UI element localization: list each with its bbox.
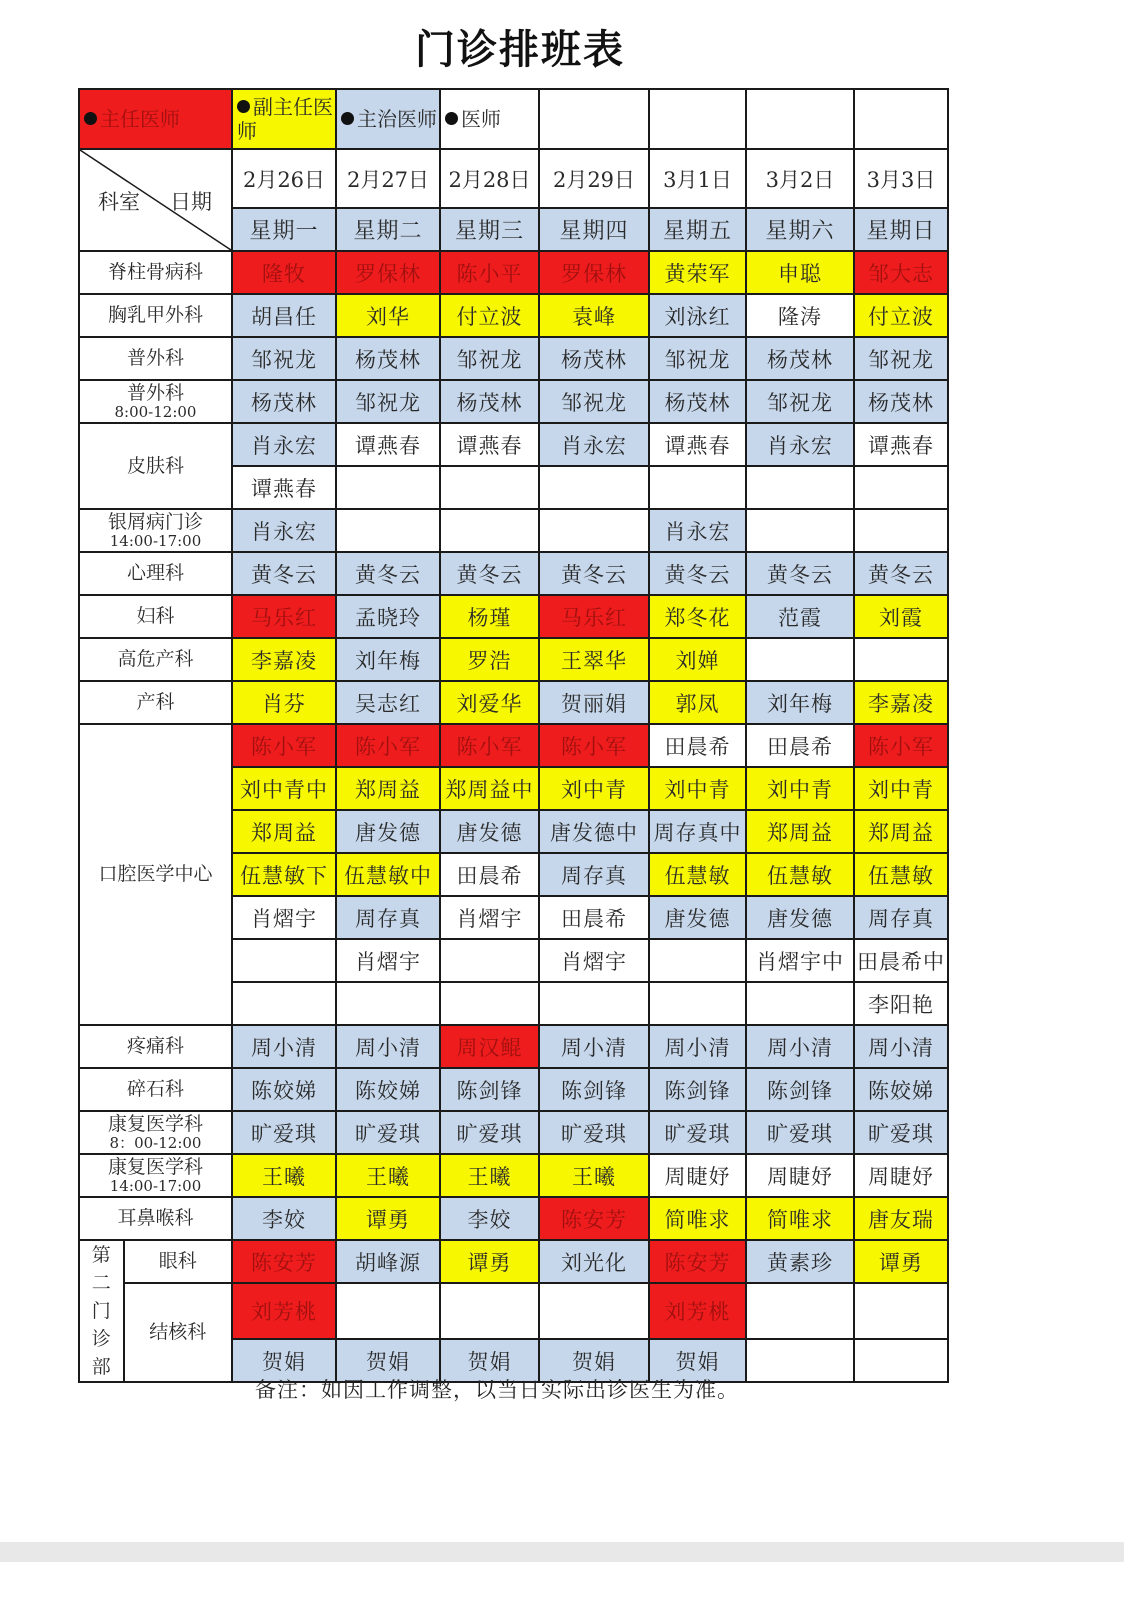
doctor-cell: 刘中青 <box>854 767 948 810</box>
doctor-cell: 刘爱华 <box>440 681 539 724</box>
doctor-cell: 唐发德 <box>440 810 539 853</box>
doctor-cell: 陈小军 <box>440 724 539 767</box>
schedule-row <box>79 337 948 380</box>
doctor-cell: 肖熠宇 <box>440 896 539 939</box>
date-cell: 3月2日 <box>746 149 854 208</box>
doctor-cell: 谭燕春 <box>854 423 948 466</box>
doctor-cell: 刘年梅 <box>336 638 440 681</box>
department-name: 产科 <box>136 691 175 713</box>
doctor-cell: 田晨希 <box>440 853 539 896</box>
department-cell <box>79 1068 232 1111</box>
unit-name: 第二门诊部 <box>91 1244 111 1378</box>
schedule-row <box>79 294 948 337</box>
doctor-cell: 谭勇 <box>854 1240 948 1283</box>
doctor-cell: 袁峰 <box>539 294 649 337</box>
doctor-cell: 胡昌任 <box>232 294 336 337</box>
doctor-cell: 陈安芳 <box>232 1240 336 1283</box>
doctor-cell <box>746 1283 854 1339</box>
date-cell: 3月1日 <box>649 149 746 208</box>
doctor-cell: 旷爱琪 <box>854 1111 948 1154</box>
doctor-cell: 唐发德中 <box>539 810 649 853</box>
doctor-cell: 隆涛 <box>746 294 854 337</box>
doctor-cell: 刘霞 <box>854 595 948 638</box>
doctor-cell: 杨茂林 <box>440 380 539 423</box>
doctor-cell: 郑周益 <box>854 810 948 853</box>
doctor-cell <box>539 466 649 509</box>
doctor-cell: 王曦 <box>232 1154 336 1197</box>
doctor-cell: 杨茂林 <box>854 380 948 423</box>
doctor-cell: 邹祝龙 <box>854 337 948 380</box>
doctor-cell: 罗保林 <box>539 251 649 294</box>
doctor-cell: 范霞 <box>746 595 854 638</box>
doctor-cell: 刘中青中 <box>232 767 336 810</box>
weekday-cell: 星期二 <box>336 208 440 251</box>
doctor-cell: 贺娟 <box>649 1339 746 1382</box>
schedule-row <box>79 380 948 423</box>
schedule-table <box>78 88 949 1383</box>
department-cell <box>124 1240 232 1283</box>
doctor-cell <box>336 466 440 509</box>
doctor-cell: 郑周益中 <box>440 767 539 810</box>
doctor-cell: 贺娟 <box>336 1339 440 1382</box>
schedule-row <box>79 1025 948 1068</box>
doctor-cell: 刘芳桃 <box>232 1283 336 1339</box>
doctor-cell: 谭燕春 <box>440 423 539 466</box>
doctor-cell: 李阳艳 <box>854 982 948 1025</box>
doctor-cell: 伍慧敏 <box>649 853 746 896</box>
doctor-cell: 肖熠宇中 <box>746 939 854 982</box>
doctor-cell: 杨茂林 <box>336 337 440 380</box>
doctor-cell: 简唯求 <box>649 1197 746 1240</box>
legend-label: 医师 <box>461 107 501 131</box>
doctor-cell <box>854 1339 948 1382</box>
date-row <box>79 149 948 208</box>
empty-cell <box>649 89 746 149</box>
doctor-cell <box>336 982 440 1025</box>
empty-cell <box>539 89 649 149</box>
legend-row <box>79 89 948 149</box>
bullet-icon <box>84 112 97 125</box>
department-cell <box>79 1111 232 1154</box>
doctor-cell <box>440 466 539 509</box>
doctor-cell: 刘中青 <box>539 767 649 810</box>
doctor-cell: 周小清 <box>854 1025 948 1068</box>
schedule-row <box>79 681 948 724</box>
weekday-cell: 星期三 <box>440 208 539 251</box>
doctor-cell: 王曦 <box>539 1154 649 1197</box>
doctor-cell: 陈姣娣 <box>232 1068 336 1111</box>
doctor-cell: 郑周益 <box>336 767 440 810</box>
empty-cell <box>854 89 948 149</box>
doctor-cell: 罗保林 <box>336 251 440 294</box>
doctor-cell: 旷爱琪 <box>336 1111 440 1154</box>
doctor-cell: 肖永宏 <box>539 423 649 466</box>
legend-label: 主任医师 <box>100 107 180 131</box>
doctor-cell <box>539 509 649 552</box>
doctor-cell: 田晨希 <box>746 724 854 767</box>
schedule-row <box>79 1068 948 1111</box>
doctor-cell: 杨茂林 <box>746 337 854 380</box>
department-name: 普外科 <box>126 347 184 369</box>
dept-header: 科室 <box>98 190 140 214</box>
department-cell <box>79 595 232 638</box>
doctor-cell: 郑周益 <box>746 810 854 853</box>
doctor-cell: 邹祝龙 <box>746 380 854 423</box>
doctor-cell <box>539 1283 649 1339</box>
schedule-row <box>79 552 948 595</box>
schedule-row <box>79 1111 948 1154</box>
doctor-cell: 付立波 <box>440 294 539 337</box>
legend-label: 主治医师 <box>357 107 437 131</box>
doctor-cell: 刘芳桃 <box>649 1283 746 1339</box>
department-name: 眼科 <box>158 1250 197 1272</box>
doctor-cell: 肖熠宇 <box>232 896 336 939</box>
department-name: 胸乳甲外科 <box>107 304 203 326</box>
department-cell <box>79 294 232 337</box>
schedule-row <box>79 724 948 767</box>
weekday-cell: 星期四 <box>539 208 649 251</box>
doctor-cell: 陈小军 <box>854 724 948 767</box>
doctor-cell: 王曦 <box>440 1154 539 1197</box>
date-cell: 2月29日 <box>539 149 649 208</box>
corner-header <box>79 149 232 251</box>
doctor-cell <box>440 509 539 552</box>
schedule-row <box>79 1154 948 1197</box>
bullet-icon <box>341 112 354 125</box>
doctor-cell: 刘泳红 <box>649 294 746 337</box>
schedule-row <box>79 251 948 294</box>
doctor-cell: 邹祝龙 <box>649 337 746 380</box>
doctor-cell <box>440 982 539 1025</box>
doctor-cell: 旷爱琪 <box>232 1111 336 1154</box>
doctor-cell: 邹祝龙 <box>440 337 539 380</box>
department-name: 康复医学科 <box>107 1155 203 1178</box>
department-name: 普外科 <box>126 381 184 404</box>
doctor-cell: 谭勇 <box>440 1240 539 1283</box>
doctor-cell: 周睫妤 <box>746 1154 854 1197</box>
doctor-cell <box>746 638 854 681</box>
doctor-cell: 马乐红 <box>232 595 336 638</box>
doctor-cell: 周存真 <box>539 853 649 896</box>
date-cell: 3月3日 <box>854 149 948 208</box>
doctor-cell: 王翠华 <box>539 638 649 681</box>
doctor-cell: 郑冬花 <box>649 595 746 638</box>
doctor-cell: 黄冬云 <box>649 552 746 595</box>
department-name: 耳鼻喉科 <box>117 1207 194 1229</box>
weekday-cell: 星期一 <box>232 208 336 251</box>
doctor-cell: 杨茂林 <box>232 380 336 423</box>
weekday-cell: 星期五 <box>649 208 746 251</box>
doctor-cell: 李嘉凌 <box>232 638 336 681</box>
doctor-cell: 黄冬云 <box>854 552 948 595</box>
department-cell <box>79 509 232 552</box>
doctor-cell: 肖永宏 <box>232 509 336 552</box>
doctor-cell: 马乐红 <box>539 595 649 638</box>
legend-red <box>79 89 232 149</box>
department-name: 银屑病门诊 <box>107 510 203 533</box>
doctor-cell: 邹祝龙 <box>539 380 649 423</box>
doctor-cell: 罗浩 <box>440 638 539 681</box>
legend-blue <box>336 89 440 149</box>
doctor-cell: 黄荣军 <box>649 251 746 294</box>
department-name: 妇科 <box>136 605 175 627</box>
doctor-cell: 陈剑锋 <box>649 1068 746 1111</box>
doctor-cell <box>440 1283 539 1339</box>
doctor-cell: 邹祝龙 <box>336 380 440 423</box>
doctor-cell: 陈姣娣 <box>854 1068 948 1111</box>
doctor-cell: 唐发德 <box>336 810 440 853</box>
doctor-cell: 孟晓玲 <box>336 595 440 638</box>
doctor-cell: 周存真中 <box>649 810 746 853</box>
bottom-bar <box>0 1542 1124 1562</box>
doctor-cell: 周小清 <box>336 1025 440 1068</box>
doctor-cell: 黄冬云 <box>232 552 336 595</box>
doctor-cell: 肖永宏 <box>649 509 746 552</box>
doctor-cell: 周汉鲲 <box>440 1025 539 1068</box>
doctor-cell: 唐友瑞 <box>854 1197 948 1240</box>
doctor-cell: 陈姣娣 <box>336 1068 440 1111</box>
doctor-cell: 邹祝龙 <box>232 337 336 380</box>
doctor-cell: 胡峰源 <box>336 1240 440 1283</box>
doctor-cell: 肖永宏 <box>746 423 854 466</box>
doctor-cell: 杨瑾 <box>440 595 539 638</box>
doctor-cell <box>854 1283 948 1339</box>
department-cell <box>79 552 232 595</box>
doctor-cell: 唐发德 <box>649 896 746 939</box>
doctor-cell: 陈剑锋 <box>440 1068 539 1111</box>
footnote: 备注：如因工作调整，以当日实际出诊医生为准。 <box>255 1378 739 1402</box>
doctor-cell <box>539 982 649 1025</box>
department-name: 碎石科 <box>126 1078 184 1100</box>
weekday-cell: 星期六 <box>746 208 854 251</box>
doctor-cell: 付立波 <box>854 294 948 337</box>
schedule-row <box>79 423 948 466</box>
doctor-cell <box>440 939 539 982</box>
date-header: 日期 <box>170 190 212 214</box>
department-name: 皮肤科 <box>126 454 184 477</box>
doctor-cell: 陈安芳 <box>649 1240 746 1283</box>
department-hours: 14:00-17:00 <box>109 531 202 550</box>
doctor-cell: 郑周益 <box>232 810 336 853</box>
doctor-cell <box>746 1339 854 1382</box>
department-name: 脊柱骨病科 <box>107 261 203 283</box>
department-cell <box>79 724 232 1025</box>
doctor-cell: 黄冬云 <box>336 552 440 595</box>
doctor-cell: 刘华 <box>336 294 440 337</box>
doctor-cell: 周小清 <box>746 1025 854 1068</box>
doctor-cell: 旷爱琪 <box>649 1111 746 1154</box>
doctor-cell: 谭燕春 <box>232 466 336 509</box>
doctor-cell: 周小清 <box>649 1025 746 1068</box>
doctor-cell: 肖芬 <box>232 681 336 724</box>
doctor-cell: 谭燕春 <box>649 423 746 466</box>
doctor-cell: 陈安芳 <box>539 1197 649 1240</box>
department-cell <box>79 1025 232 1068</box>
doctor-cell: 黄素珍 <box>746 1240 854 1283</box>
department-cell <box>79 380 232 423</box>
department-cell <box>79 638 232 681</box>
doctor-cell: 唐发德 <box>746 896 854 939</box>
doctor-cell <box>649 982 746 1025</box>
schedule-row <box>79 595 948 638</box>
doctor-cell: 周小清 <box>232 1025 336 1068</box>
empty-cell <box>746 89 854 149</box>
doctor-cell: 贺娟 <box>539 1339 649 1382</box>
department-name: 心理科 <box>126 562 184 584</box>
doctor-cell: 隆牧 <box>232 251 336 294</box>
department-name: 高危产科 <box>117 648 194 670</box>
doctor-cell: 申聪 <box>746 251 854 294</box>
doctor-cell: 陈剑锋 <box>539 1068 649 1111</box>
doctor-cell: 伍慧敏 <box>746 853 854 896</box>
department-name: 康复医学科 <box>107 1112 203 1135</box>
doctor-cell: 刘中青 <box>746 767 854 810</box>
department-cell <box>79 337 232 380</box>
department-name: 疼痛科 <box>126 1035 184 1057</box>
schedule-row <box>79 1283 948 1339</box>
bullet-icon <box>445 112 458 125</box>
department-cell <box>79 1154 232 1197</box>
doctor-cell: 刘光化 <box>539 1240 649 1283</box>
schedule-row <box>79 1197 948 1240</box>
doctor-cell: 周存真 <box>854 896 948 939</box>
doctor-cell: 贺娟 <box>440 1339 539 1382</box>
doctor-cell: 田晨希 <box>649 724 746 767</box>
department-cell <box>79 423 232 509</box>
date-cell: 2月27日 <box>336 149 440 208</box>
doctor-cell: 黄冬云 <box>440 552 539 595</box>
doctor-cell: 陈小军 <box>539 724 649 767</box>
unit-name-cell <box>79 1240 124 1382</box>
department-cell <box>79 1197 232 1240</box>
legend-white <box>440 89 539 149</box>
doctor-cell: 刘婵 <box>649 638 746 681</box>
doctor-cell <box>854 509 948 552</box>
doctor-cell: 王曦 <box>336 1154 440 1197</box>
doctor-cell: 简唯求 <box>746 1197 854 1240</box>
doctor-cell: 伍慧敏 <box>854 853 948 896</box>
doctor-cell: 旷爱琪 <box>440 1111 539 1154</box>
doctor-cell: 陈小军 <box>232 724 336 767</box>
doctor-cell: 李姣 <box>232 1197 336 1240</box>
department-hours: 14:00-17:00 <box>109 1176 202 1195</box>
doctor-cell: 黄冬云 <box>539 552 649 595</box>
department-name: 口腔医学中心 <box>98 863 213 885</box>
doctor-cell <box>854 638 948 681</box>
doctor-cell <box>854 466 948 509</box>
doctor-cell <box>336 509 440 552</box>
doctor-cell: 李姣 <box>440 1197 539 1240</box>
doctor-cell <box>232 982 336 1025</box>
doctor-cell <box>649 939 746 982</box>
doctor-cell: 肖永宏 <box>232 423 336 466</box>
doctor-cell: 贺娟 <box>232 1339 336 1382</box>
doctor-cell: 贺丽娟 <box>539 681 649 724</box>
doctor-cell: 刘中青 <box>649 767 746 810</box>
doctor-cell: 郭凤 <box>649 681 746 724</box>
legend-yellow <box>232 89 336 149</box>
doctor-cell: 田晨希中 <box>854 939 948 982</box>
date-cell: 2月26日 <box>232 149 336 208</box>
department-hours: 8：00-12:00 <box>109 1133 202 1152</box>
department-hours: 8:00-12:00 <box>114 402 197 421</box>
doctor-cell: 周存真 <box>336 896 440 939</box>
doctor-cell <box>232 939 336 982</box>
doctor-cell: 杨茂林 <box>649 380 746 423</box>
doctor-cell <box>336 1283 440 1339</box>
bullet-icon <box>237 100 250 113</box>
doctor-cell: 肖熠宇 <box>336 939 440 982</box>
schedule-row <box>79 638 948 681</box>
doctor-cell: 伍慧敏下 <box>232 853 336 896</box>
weekday-cell: 星期日 <box>854 208 948 251</box>
department-cell <box>79 681 232 724</box>
doctor-cell: 田晨希 <box>539 896 649 939</box>
doctor-cell <box>649 466 746 509</box>
doctor-cell <box>746 466 854 509</box>
doctor-cell <box>746 509 854 552</box>
doctor-cell <box>746 982 854 1025</box>
department-name: 结核科 <box>149 1321 207 1343</box>
doctor-cell: 旷爱琪 <box>539 1111 649 1154</box>
schedule-row <box>79 1240 948 1283</box>
department-cell <box>124 1283 232 1382</box>
schedule-row <box>79 509 948 552</box>
doctor-cell: 黄冬云 <box>746 552 854 595</box>
doctor-cell: 杨茂林 <box>539 337 649 380</box>
department-cell <box>79 251 232 294</box>
doctor-cell: 肖熠宇 <box>539 939 649 982</box>
legend-label: 副主任医师 <box>237 95 333 143</box>
doctor-cell: 刘年梅 <box>746 681 854 724</box>
doctor-cell: 周睫妤 <box>854 1154 948 1197</box>
doctor-cell: 伍慧敏中 <box>336 853 440 896</box>
doctor-cell: 旷爱琪 <box>746 1111 854 1154</box>
doctor-cell: 陈小平 <box>440 251 539 294</box>
doctor-cell: 周小清 <box>539 1025 649 1068</box>
doctor-cell: 陈小军 <box>336 724 440 767</box>
date-cell: 2月28日 <box>440 149 539 208</box>
doctor-cell: 吴志红 <box>336 681 440 724</box>
doctor-cell: 谭燕春 <box>336 423 440 466</box>
doctor-cell: 李嘉凌 <box>854 681 948 724</box>
doctor-cell: 邹大志 <box>854 251 948 294</box>
page-title: 门诊排班表 <box>415 27 625 73</box>
doctor-cell: 周睫妤 <box>649 1154 746 1197</box>
doctor-cell: 谭勇 <box>336 1197 440 1240</box>
doctor-cell: 陈剑锋 <box>746 1068 854 1111</box>
